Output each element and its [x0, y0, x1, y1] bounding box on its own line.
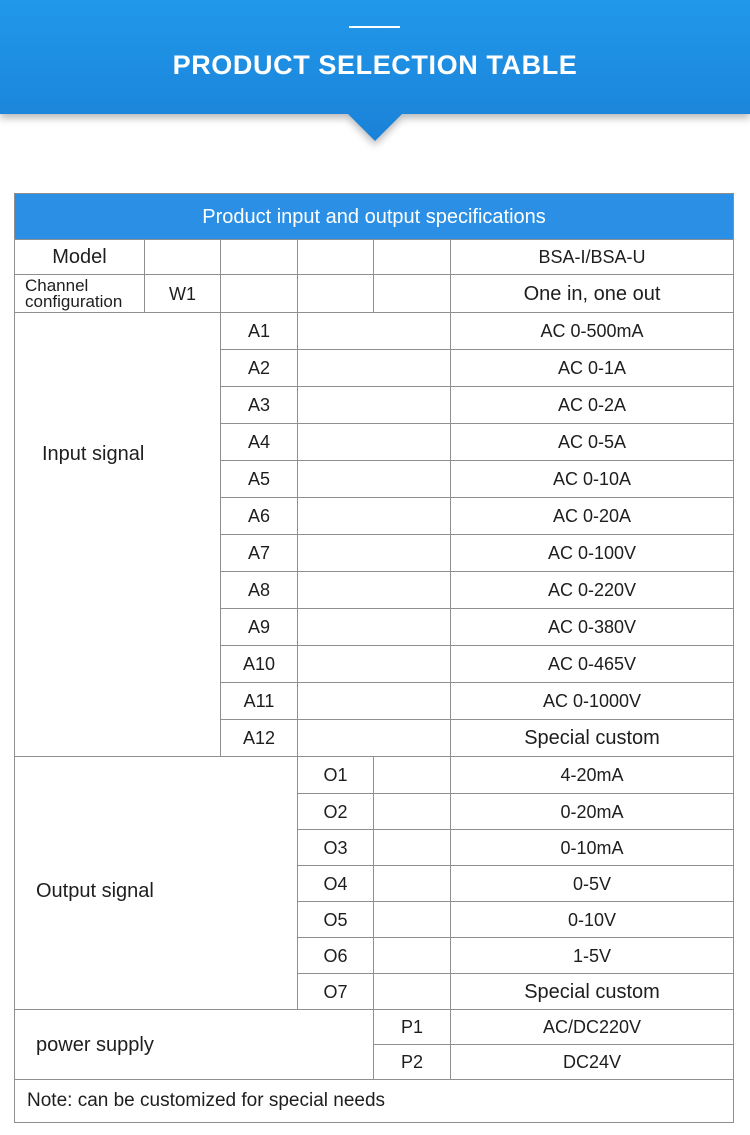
- channel-label: Channel configuration: [15, 275, 145, 313]
- input-value: AC 0-500mA: [451, 313, 734, 350]
- empty-cell: [298, 424, 451, 461]
- table-header-row: [15, 194, 734, 240]
- input-code: A6: [221, 498, 298, 535]
- output-value: 0-10V: [451, 902, 734, 938]
- input-code: A12: [221, 720, 298, 757]
- empty-cell: [374, 240, 451, 275]
- model-row: [15, 240, 734, 275]
- input-code: A10: [221, 646, 298, 683]
- output-code: O7: [298, 974, 374, 1010]
- empty-cell: [374, 794, 451, 830]
- input-value: AC 0-5A: [451, 424, 734, 461]
- empty-cell: [298, 275, 374, 313]
- output-value: Special custom: [451, 974, 734, 1010]
- output-code: O4: [298, 866, 374, 902]
- empty-cell: [298, 720, 451, 757]
- empty-cell: [298, 313, 451, 350]
- banner-accent-line: [349, 26, 400, 28]
- empty-cell: [298, 498, 451, 535]
- power-row: [15, 1010, 734, 1045]
- empty-cell: [374, 830, 451, 866]
- model-value: BSA-I/BSA-U: [451, 240, 734, 275]
- note-text: Note: can be customized for special needs: [15, 1080, 734, 1123]
- power-value: DC24V: [451, 1045, 734, 1080]
- input-signal-label: Input signal: [15, 313, 221, 757]
- power-supply-label: power supply: [15, 1010, 374, 1080]
- model-label: Model: [15, 240, 145, 275]
- input-value: AC 0-20A: [451, 498, 734, 535]
- empty-cell: [221, 240, 298, 275]
- power-code: P1: [374, 1010, 451, 1045]
- output-code: O6: [298, 938, 374, 974]
- power-value: AC/DC220V: [451, 1010, 734, 1045]
- input-value: AC 0-380V: [451, 609, 734, 646]
- output-code: O5: [298, 902, 374, 938]
- input-value: AC 0-10A: [451, 461, 734, 498]
- empty-cell: [374, 866, 451, 902]
- channel-value: One in, one out: [451, 275, 734, 313]
- output-signal-label: Output signal: [15, 757, 298, 1010]
- empty-cell: [374, 974, 451, 1010]
- output-code: O2: [298, 794, 374, 830]
- output-value: 0-10mA: [451, 830, 734, 866]
- input-value: AC 0-100V: [451, 535, 734, 572]
- output-value: 1-5V: [451, 938, 734, 974]
- empty-cell: [298, 240, 374, 275]
- table-header: Product input and output specifications: [15, 194, 734, 240]
- empty-cell: [298, 387, 451, 424]
- input-code: A3: [221, 387, 298, 424]
- empty-cell: [298, 683, 451, 720]
- empty-cell: [374, 757, 451, 794]
- banner: [0, 0, 750, 146]
- empty-cell: [374, 938, 451, 974]
- channel-code: W1: [145, 275, 221, 313]
- input-code: A9: [221, 609, 298, 646]
- empty-cell: [298, 535, 451, 572]
- empty-cell: [374, 902, 451, 938]
- input-value: AC 0-2A: [451, 387, 734, 424]
- input-code: A1: [221, 313, 298, 350]
- input-code: A2: [221, 350, 298, 387]
- output-code: O1: [298, 757, 374, 794]
- output-code: O3: [298, 830, 374, 866]
- output-value: 0-20mA: [451, 794, 734, 830]
- input-code: A11: [221, 683, 298, 720]
- input-code: A8: [221, 572, 298, 609]
- input-value: AC 0-1A: [451, 350, 734, 387]
- input-value: AC 0-220V: [451, 572, 734, 609]
- input-value: AC 0-1000V: [451, 683, 734, 720]
- input-value: Special custom: [451, 720, 734, 757]
- empty-cell: [298, 572, 451, 609]
- empty-cell: [298, 461, 451, 498]
- empty-cell: [298, 609, 451, 646]
- note-row: [15, 1080, 734, 1123]
- output-value: 4-20mA: [451, 757, 734, 794]
- input-code: A4: [221, 424, 298, 461]
- empty-cell: [374, 275, 451, 313]
- input-row: [15, 313, 734, 350]
- input-code: A7: [221, 535, 298, 572]
- empty-cell: [298, 350, 451, 387]
- power-code: P2: [374, 1045, 451, 1080]
- empty-cell: [221, 275, 298, 313]
- empty-cell: [145, 240, 221, 275]
- input-code: A5: [221, 461, 298, 498]
- output-value: 0-5V: [451, 866, 734, 902]
- output-row: [15, 757, 734, 794]
- empty-cell: [298, 646, 451, 683]
- channel-row: [15, 275, 734, 313]
- input-value: AC 0-465V: [451, 646, 734, 683]
- product-selection-table: [14, 193, 734, 1123]
- banner-title: PRODUCT SELECTION TABLE: [172, 50, 578, 80]
